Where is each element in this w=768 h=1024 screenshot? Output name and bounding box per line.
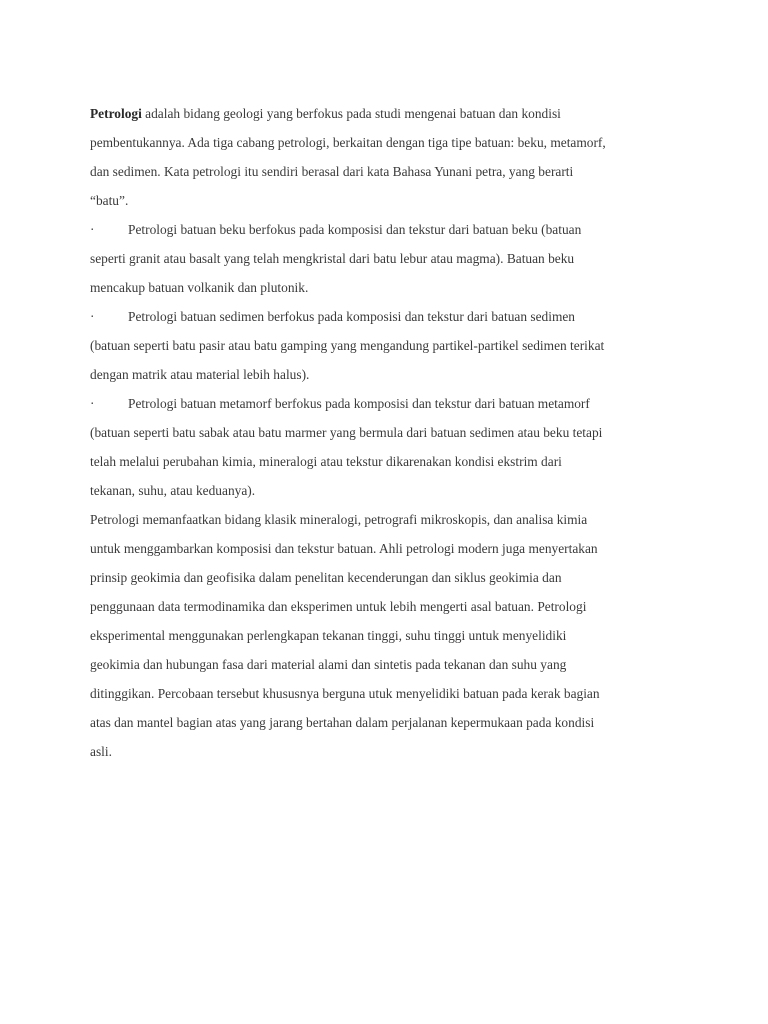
bullet-dot-icon: · xyxy=(90,309,95,324)
bullet-dot-icon: · xyxy=(90,222,95,237)
bullet-item-metamorphic xyxy=(90,389,610,505)
lead-term: Petrologi xyxy=(90,106,142,121)
bullet-text: Petrologi batuan beku berfokus pada komposisi dan tekstur dari batuan beku (batuan seperti granit atau basalt yang telah mengkristal dari batu lebur atau magma). Batuan beku mencakup batuan volkanik dan plutonik. xyxy=(90,222,582,295)
intro-paragraph xyxy=(90,99,610,215)
bullet-item-sedimentary xyxy=(90,302,610,389)
bullet-item-igneous xyxy=(90,215,610,302)
bullet-dot-icon: · xyxy=(90,396,95,411)
closing-paragraph: Petrologi memanfaatkan bidang klasik mineralogi, petrografi mikroskopis, dan analisa kimia untuk menggambarkan komposisi dan tekstur batuan. Ahli petrologi modern juga menyertakan prinsip geokimia dan geofisika dalam penelitan kecenderungan dan siklus geokimia dan penggunaan data termodinamika dan eksperimen untuk lebih mengerti asal batuan. Petrologi eksperimental menggunakan perlengkapan tekanan tinggi, suhu tinggi untuk menyelidiki geokimia dan hubungan fasa dari material alami dan sintetis pada tekanan dan suhu yang ditinggikan. Percobaan tersebut khususnya berguna utuk menyelidiki batuan pada kerak bagian atas dan mantel bagian atas yang jarang bertahan dalam perjalanan kepermukaan pada kondisi asli. xyxy=(90,512,600,759)
bullet-text: Petrologi batuan metamorf berfokus pada komposisi dan tekstur dari batuan metamorf (batuan seperti batu sabak atau batu marmer yang bermula dari batuan sedimen atau beku tetapi telah melalui perubahan kimia, mineralogi atau tekstur dikarenakan kondisi ekstrim dari tekanan, suhu, atau keduanya). xyxy=(90,396,603,498)
intro-text: adalah bidang geologi yang berfokus pada studi mengenai batuan dan kondisi pembentukannya. Ada tiga cabang petrologi, berkaitan dengan tiga tipe batuan: beku, metamorf, dan sedimen. Kata petrologi itu sendiri berasal dari kata Bahasa Yunani petra, yang berarti “batu”. xyxy=(90,106,606,208)
document-body xyxy=(90,99,610,766)
bullet-text: Petrologi batuan sedimen berfokus pada komposisi dan tekstur dari batuan sedimen (batuan seperti batu pasir atau batu gamping yang mengandung partikel-partikel sedimen terikat dengan matrik atau material lebih halus). xyxy=(90,309,605,382)
